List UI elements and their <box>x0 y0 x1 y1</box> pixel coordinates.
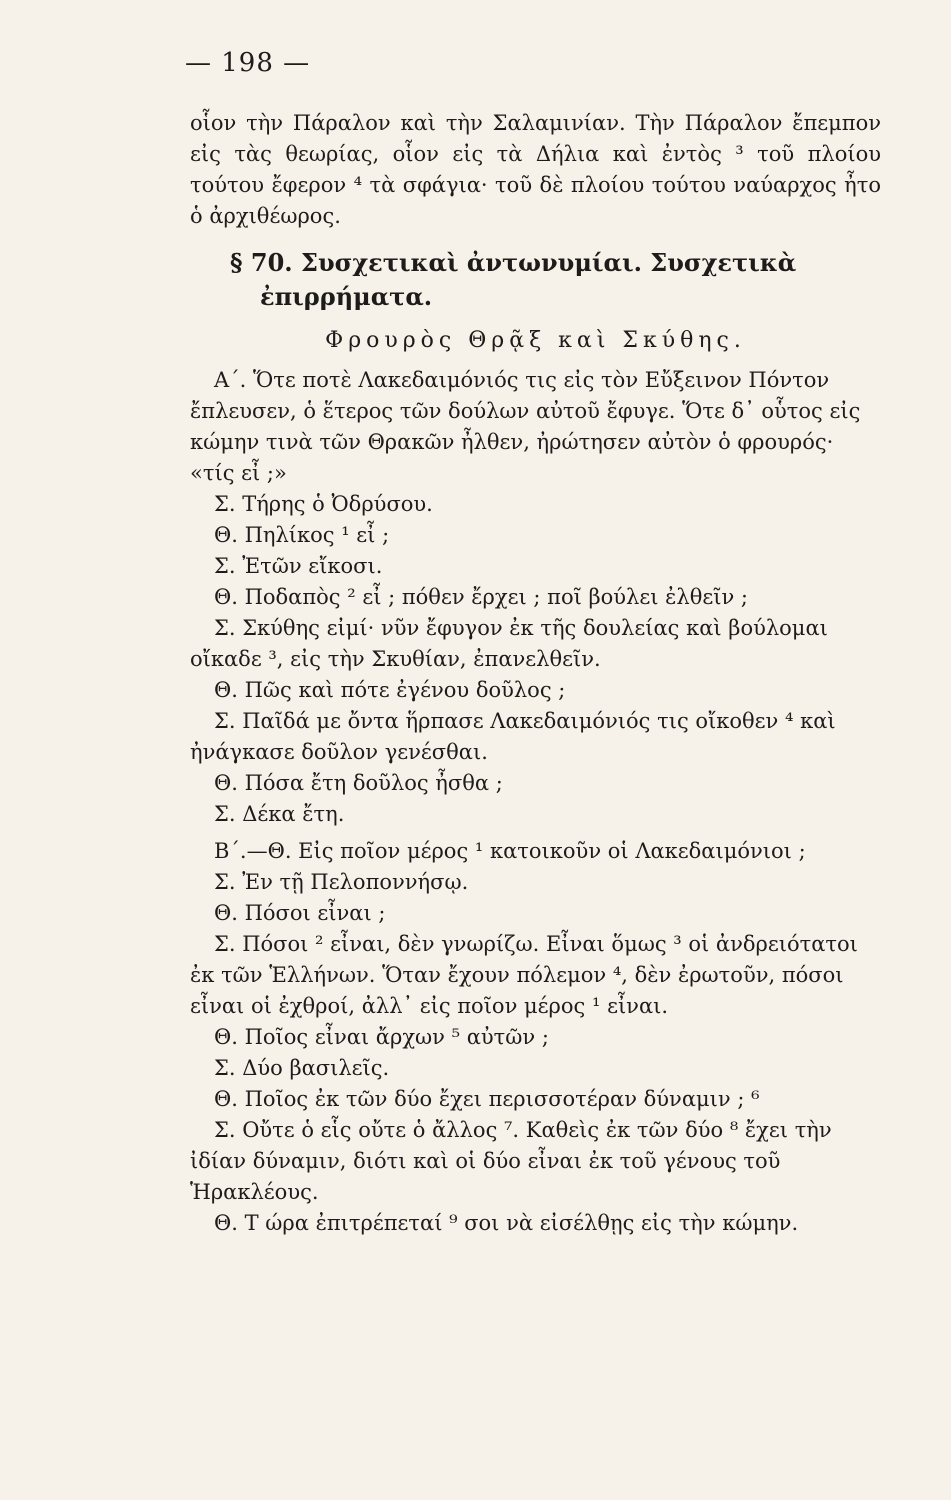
dialogue-line: Σ. Σκύθης εἰμί· νῦν ἔφυγον ἐκ τῆς δουλείας καὶ βούλομαι οἴκαδε ³, εἰς τὴν Σκυθίαν, ἐπανελθεῖν. <box>190 616 828 671</box>
dialogue-line: Θ. Πόσα ἔτη δοῦλος ἦσθα ; <box>214 771 503 795</box>
dialogue-line: Θ. Ποῖος εἶναι ἄρχων ⁵ αὐτῶν ; <box>214 1025 549 1049</box>
dialogue-line: Θ. Πῶς καὶ πότε ἐγένου δοῦλος ; <box>214 678 566 702</box>
section-heading-line2: ἐπιρρήματα. <box>260 282 433 311</box>
dialogue-line: Β΄.—Θ. Εἰς ποῖον μέρος ¹ κατοικοῦν οἱ Λακεδαιμόνιοι ; <box>214 839 806 863</box>
dialogue-line: Α΄. Ὅτε ποτὲ Λακεδαιμόνιός τις εἰς τὸν Εὔξεινον Πόντον ἔπλευσεν, ὁ ἕτερος τῶν δούλων αὐτοῦ ἔφυγε. Ὅτε δ᾽ οὗτος εἰς κώμην τινὰ τῶν Θρακῶν ἦλθεν, ἠρώτησεν αὐτὸν ὁ φρουρός· «τίς εἶ ;» <box>190 368 861 485</box>
dialogue-line: Θ. Ποδαπὸς ² εἶ ; πόθεν ἔρχει ; ποῖ βούλει ἐλθεῖν ; <box>214 585 749 609</box>
dialogue-line: Σ. Τήρης ὁ Ὀδρύσου. <box>214 492 433 516</box>
dialogue-line: Σ. Ἐν τῇ Πελοποννήσῳ. <box>214 870 469 894</box>
dialogue-line: Θ. Πηλίκος ¹ εἶ ; <box>214 523 390 547</box>
dialogue-line: Σ. Δέκα ἔτη. <box>214 802 345 826</box>
section-heading-line1: § 70. Συσχετικαὶ ἀντωνυμίαι. Συσχετικὰ <box>230 248 797 277</box>
dialogue-title: Φρουρὸς Θρᾷξ καὶ Σκύθης. <box>325 328 746 353</box>
dialogue-line: Σ. Δύο βασιλεῖς. <box>214 1056 390 1080</box>
dialogue-line: Σ. Πόσοι ² εἶναι, δὲν γνωρίζω. Εἶναι ὅμως ³ οἱ ἀνδρειότατοι ἐκ τῶν Ἑλλήνων. Ὅταν ἔχουν πόλεμον ⁴, δὲν ἐρωτοῦν, πόσοι εἶναι οἱ ἐχθροί, ἀλλ᾽ εἰς ποῖον μέρος ¹ εἶναι. <box>190 932 858 1018</box>
dialogue-line: Θ. Τ ώρα ἐπιτρέπεταί ⁹ σοι νὰ εἰσέλθῃς εἰς τὴν κώμην. <box>214 1211 799 1235</box>
dialogue-line: Σ. Ἐτῶν εἴκοσι. <box>214 554 383 578</box>
intro-paragraph: οἷον τὴν Πάραλον καὶ τὴν Σαλαμινίαν. Τὴν Πάραλον ἔπεμπον εἰς τὰς θεωρίας, οἷον εἰς τὰ Δήλια καὶ ἐντὸς ³ τοῦ πλοίου τούτου ἔφερον ⁴ τὰ σφάγια· τοῦ δὲ πλοίου τούτου ναύαρχος ἦτο ὁ ἀρχιθέωρος. <box>190 111 881 228</box>
dialogue-line: Θ. Πόσοι εἶναι ; <box>214 901 386 925</box>
dialogue-line: Σ. Οὔτε ὁ εἷς οὔτε ὁ ἄλλος ⁷. Καθεὶς ἐκ τῶν δύο ⁸ ἔχει τὴν ἰδίαν δύναμιν, διότι καὶ οἱ δύο εἶναι ἐκ τοῦ γένους τοῦ Ἡρακλέους. <box>190 1118 832 1204</box>
page-number: — 198 — <box>185 48 311 78</box>
section-heading <box>190 246 881 314</box>
dialogue-line: Θ. Ποῖος ἐκ τῶν δύο ἔχει περισσοτέραν δύναμιν ; ⁶ <box>214 1087 760 1111</box>
dialogue-line: Σ. Παῖδά με ὄντα ἥρπασε Λακεδαιμόνιός τις οἴκοθεν ⁴ καὶ ἠνάγκασε δοῦλον γενέσθαι. <box>190 709 836 764</box>
